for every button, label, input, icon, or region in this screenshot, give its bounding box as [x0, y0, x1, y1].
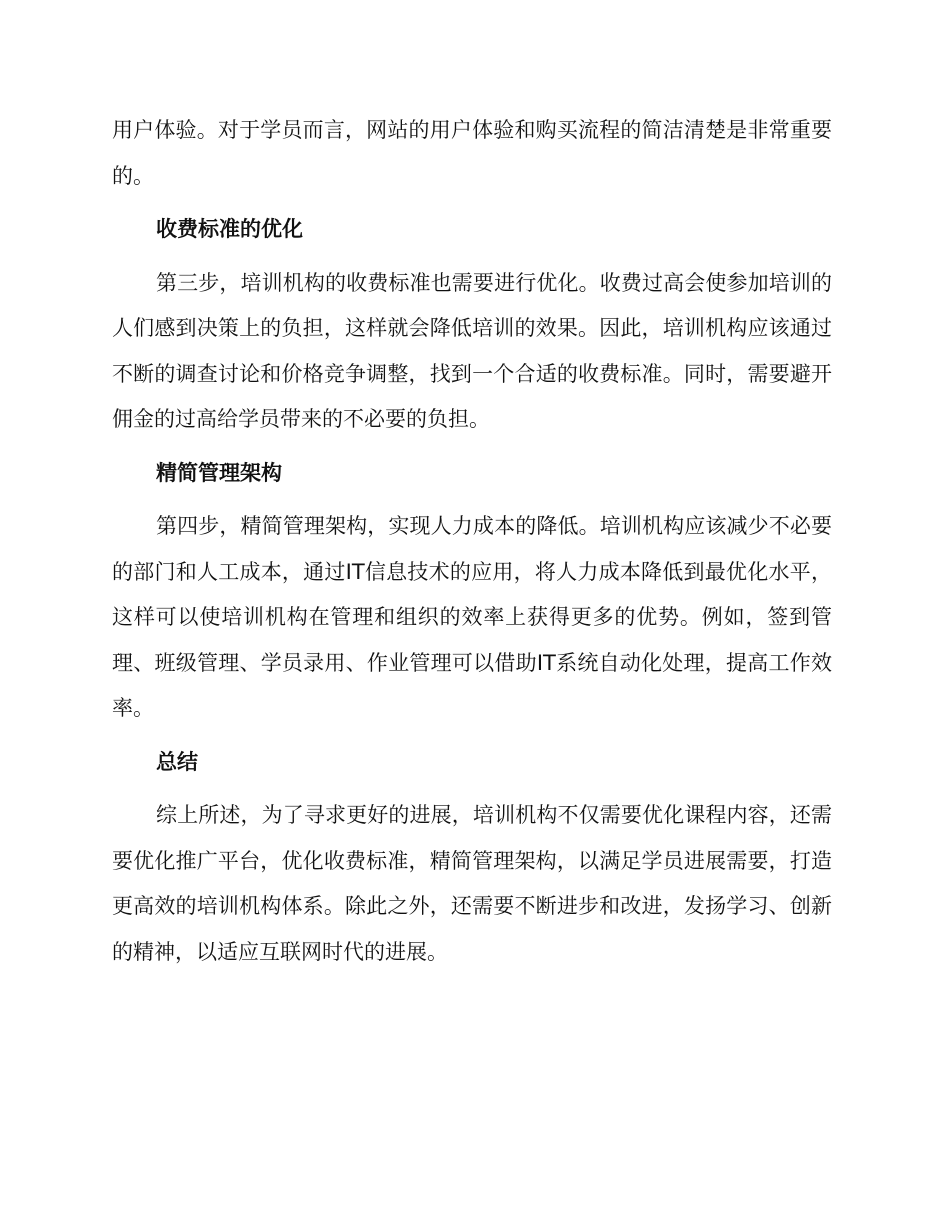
- section-heading-fee-standard: 收费标准的优化: [156, 217, 303, 241]
- document-page: [112, 108, 832, 983]
- section-heading-management: 精简管理架构: [156, 460, 282, 485]
- section-paragraph-fee-standard: 第三步，培训机构的收费标准也需要进行优化。收费过高会使参加培训的人们感到决策上的负担，这样就会降低培训的效果。因此，培训机构应该通过不断的调查讨论和价格竞争调整，找到一个合适的收费标准。同时，需要避开佣金的过高给学员带来的不必要的负担。: [112, 270, 832, 431]
- section-paragraph-summary: 综上所述，为了寻求更好的进展，培训机构不仅需要优化课程内容，还需要优化推广平台，优化收费标准，精简管理架构，以满足学员进展需要，打造更高效的培训机构体系。除此之外，还需要不断进步和改进，发扬学习、创新的精神，以适应互联网时代的进展。: [112, 803, 832, 964]
- section-paragraph-management: 第四步，精简管理架构，实现人力成本的降低。培训机构应该减少不必要的部门和人工成本，通过IT信息技术的应用，将人力成本降低到最优化水平，这样可以使培训机构在管理和组织的效率上获得更多的优势。例如，签到管理、班级管理、学员录用、作业管理可以借助IT系统自动化处理，提高工作效率。: [112, 514, 832, 720]
- intro-paragraph: 用户体验。对于学员而言，网站的用户体验和购买流程的简洁清楚是非常重要的。: [112, 118, 832, 188]
- section-heading-summary: 总结: [156, 749, 198, 774]
